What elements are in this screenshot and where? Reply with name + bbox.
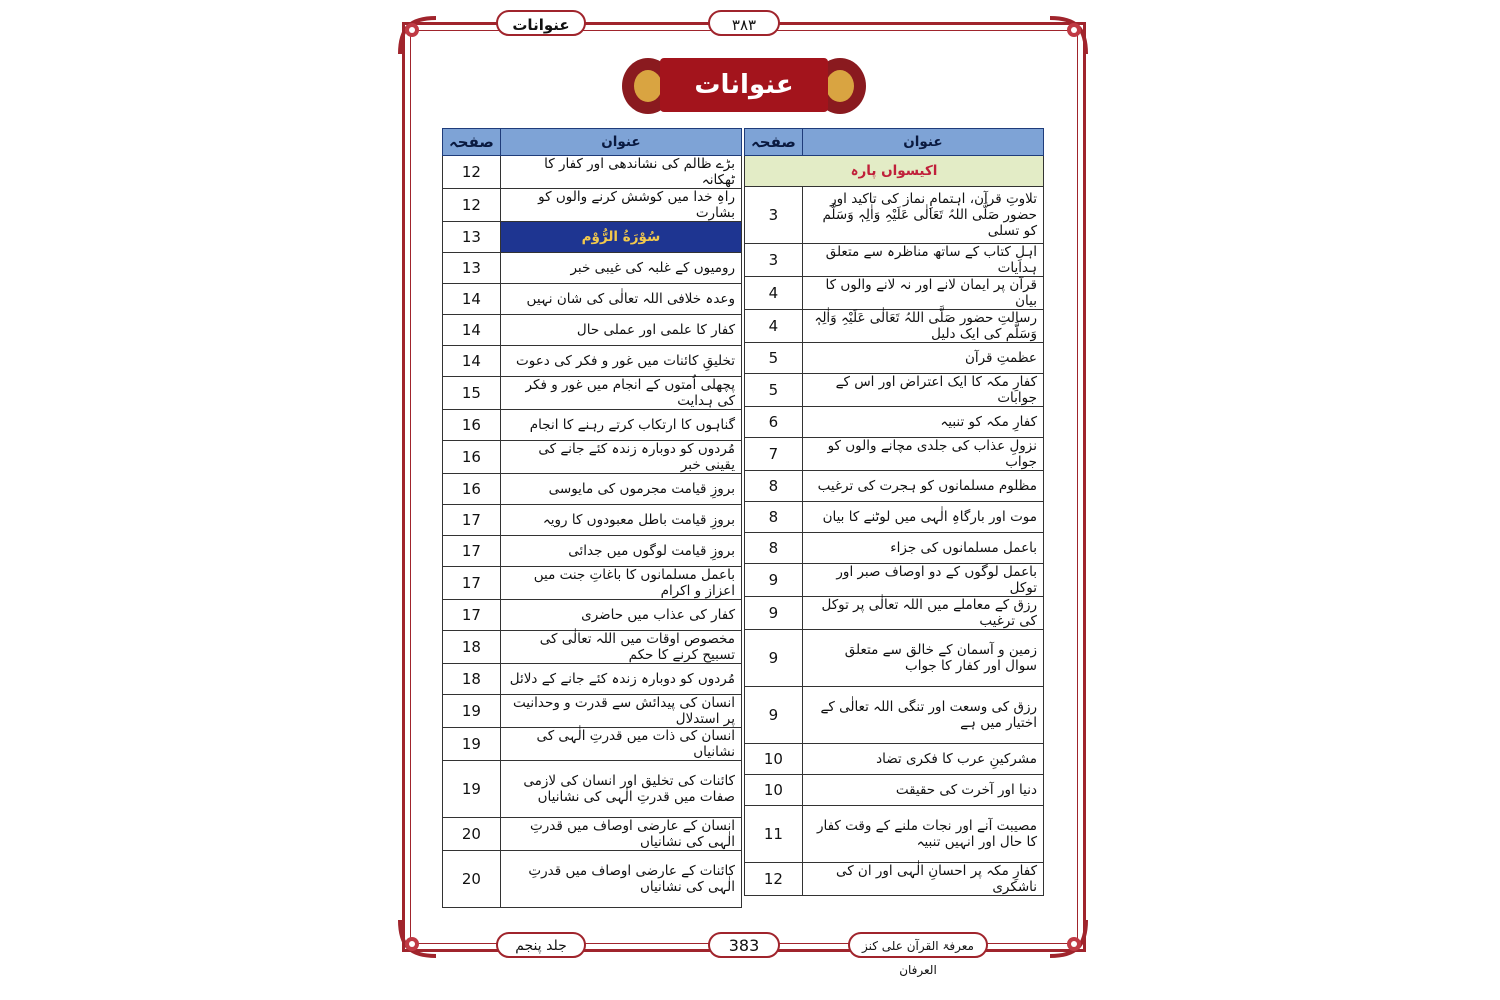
surah-heading: سُوْرَةُ الرُّوْم <box>500 222 741 253</box>
table-row: 4 قرآن پر ایمان لانے اور نہ لانے والوں کا بیان <box>745 277 1044 310</box>
table-row: 8 مظلوم مسلمانوں کو ہجرت کی ترغیب <box>745 471 1044 502</box>
table-row: 16 مُردوں کو دوبارہ زندہ کئے جانے کی یقینی خبر <box>443 441 742 474</box>
table-row: 5 عظمتِ قرآن <box>745 343 1044 374</box>
header-page-number: ۳۸۳ <box>708 10 780 36</box>
table-row: 3 اہلِ کتاب کے ساتھ مناظرہ سے متعلق ہدایات <box>745 244 1044 277</box>
table-row: 18 مخصوص اوقات میں اللہ تعالٰی کی تسبیح کرنے کا حکم <box>443 631 742 664</box>
table-row: 9 زمین و آسمان کے خالق سے متعلق سوال اور کفار کا جواب <box>745 630 1044 687</box>
table-row: 14 وعدہ خلافی اللہ تعالٰی کی شان نہیں <box>443 284 742 315</box>
para-heading: اکیسواں پارہ <box>745 156 1044 187</box>
table-row: 19 کائنات کی تخلیق اور انسان کی لازمی صفات میں قدرتِ الٰہی کی نشانیاں <box>443 761 742 818</box>
section-title: عنوانات <box>660 58 828 112</box>
corner-ornament-icon <box>1046 916 1090 960</box>
table-row: 17 کفار کی عذاب میں حاضری <box>443 600 742 631</box>
table-row: 18 مُردوں کو دوبارہ زندہ کئے جانے کے دلائل <box>443 664 742 695</box>
corner-ornament-icon <box>1046 14 1090 58</box>
para-heading-row <box>745 156 1044 187</box>
table-row: 16 گناہوں کا ارتکاب کرتے رہنے کا انجام <box>443 410 742 441</box>
table-row: 10 دنیا اور آخرت کی حقیقت <box>745 775 1044 806</box>
table-row: 12 بڑے ظالم کی نشاندھی اور کفار کا ٹھکانہ <box>443 156 742 189</box>
table-row: 8 موت اور بارگاہِ الٰہی میں لوٹنے کا بیان <box>745 502 1044 533</box>
table-row: 17 بروزِ قیامت لوگوں میں جدائی <box>443 536 742 567</box>
column-header-page: صفحہ <box>745 129 803 156</box>
table-row: 15 پچھلی اُمتوں کے انجام میں غور و فکر کی ہدایت <box>443 377 742 410</box>
index-table-right <box>744 128 1044 896</box>
table-row: 9 رزق کے معاملے میں اللہ تعالٰی پر توکل کی ترغیب <box>745 597 1044 630</box>
footer-page-number: 383 <box>708 932 780 958</box>
table-row: 16 بروزِ قیامت مجرموں کی مایوسی <box>443 474 742 505</box>
table-row: 9 باعمل لوگوں کے دو اوصاف صبر اور توکل <box>745 564 1044 597</box>
footer-book-title: معرفۃ القرآن علی کنز العرفان <box>848 932 988 958</box>
table-row: 20 انسان کے عارضی اوصاف میں قدرتِ الٰہی کی نشانیاں <box>443 818 742 851</box>
table-row: 7 نزولِ عذاب کی جلدی مچانے والوں کو جواب <box>745 438 1044 471</box>
table-row: 14 تخلیقِ کائنات میں غور و فکر کی دعوت <box>443 346 742 377</box>
table-row: 4 رسالتِ حضور صَلَّی اللہُ تَعَالٰی عَلَیْہِ وَاٰلِہٖ وَسَلَّم کی ایک دلیل <box>745 310 1044 343</box>
table-row: 12 کفارِ مکہ پر احسانِ الٰہی اور ان کی ناشکری <box>745 863 1044 896</box>
table-row: 3 تلاوتِ قرآن، اہتمامِ نماز کی تاکید اور حضور صَلَّی اللہُ تَعَالٰی عَلَیْہِ وَاٰلِہٖ وَسَلَّم کو تسلی <box>745 187 1044 244</box>
table-row: 12 راہِ خدا میں کوشش کرنے والوں کو بشارت <box>443 189 742 222</box>
table-row: 20 کائنات کے عارضی اوصاف میں قدرتِ الٰہی کی نشانیاں <box>443 851 742 908</box>
header-title-badge: عنوانات <box>496 10 586 36</box>
table-row: 6 کفارِ مکہ کو تنبیہ <box>745 407 1044 438</box>
index-table-left <box>442 128 742 908</box>
table-row: 10 مشرکینِ عرب کا فکری تضاد <box>745 744 1044 775</box>
surah-heading-row: 13 سُوْرَةُ الرُّوْم <box>443 222 742 253</box>
corner-ornament-icon <box>396 916 440 960</box>
column-header-topic: عنوان <box>500 129 741 156</box>
table-row: 17 بروزِ قیامت باطل معبودوں کا رویہ <box>443 505 742 536</box>
table-row: 9 رزق کی وسعت اور تنگی اللہ تعالٰی کے اختیار میں ہے <box>745 687 1044 744</box>
table-row: 11 مصیبت آنے اور نجات ملنے کے وقت کفار کا حال اور انہیں تنبیہ <box>745 806 1044 863</box>
table-row: 17 باعمل مسلمانوں کا باغاتِ جنت میں اعزاز و اکرام <box>443 567 742 600</box>
table-row: 19 انسان کی پیدائش سے قدرت و وحدانیت پر استدلال <box>443 695 742 728</box>
column-header-topic: عنوان <box>802 129 1043 156</box>
table-row: 14 کفار کا علمی اور عملی حال <box>443 315 742 346</box>
footer-volume: جلد پنجم <box>496 932 586 958</box>
column-header-page: صفحہ <box>443 129 501 156</box>
table-row: 8 باعمل مسلمانوں کی جزاء <box>745 533 1044 564</box>
corner-ornament-icon <box>396 14 440 58</box>
table-row: 19 انسان کی ذات میں قدرتِ الٰہی کی نشانیاں <box>443 728 742 761</box>
table-row: 13 رومیوں کے غلبہ کی غیبی خبر <box>443 253 742 284</box>
table-row: 5 کفارِ مکہ کا ایک اعتراض اور اس کے جوابات <box>745 374 1044 407</box>
